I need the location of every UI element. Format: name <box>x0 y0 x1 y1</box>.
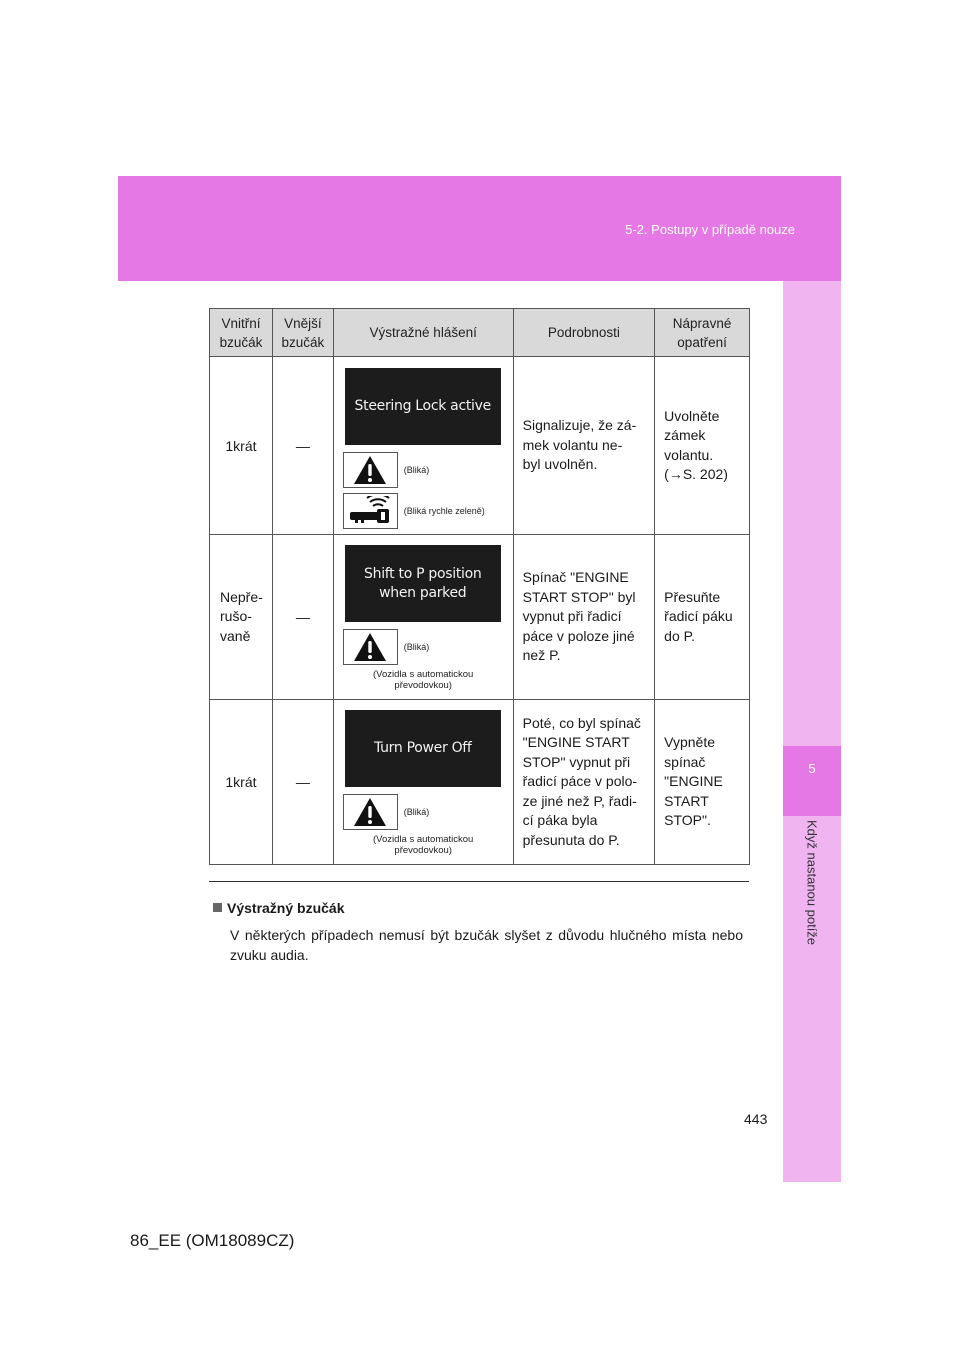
vehicle-note: (Vozidla s automatickou převodovkou) <box>373 834 474 856</box>
table-header-row <box>210 309 750 357</box>
action-cell: Uvolněte zámek volantu. (→S. 202) <box>655 357 750 535</box>
indicator-row <box>343 628 513 666</box>
warning-message-cell <box>333 535 513 700</box>
indicator-row <box>343 451 513 489</box>
warning-table <box>209 308 750 865</box>
outer-buzzer-cell: — <box>272 535 333 700</box>
chapter-tab[interactable] <box>783 746 841 816</box>
header-inner-buzzer: Vnitřní bzučák <box>210 309 273 357</box>
section-title-text: Výstražný bzučák <box>227 900 345 916</box>
display-message: Shift to P position when parked <box>345 545 501 622</box>
chapter-label-text: Když nastanou potíže <box>804 820 820 946</box>
inner-buzzer-cell: 1krát <box>210 357 273 535</box>
section-divider <box>209 881 749 882</box>
inner-buzzer-cell: 1krát <box>210 700 273 865</box>
section-header: 5-2. Postupy v případě nouze <box>625 222 795 237</box>
inner-buzzer-cell: Nepře- rušo- vaně <box>210 535 273 700</box>
header-details: Podrobnosti <box>513 309 655 357</box>
smart-key-icon <box>343 493 398 529</box>
outer-buzzer-cell: — <box>272 357 333 535</box>
warning-triangle-icon <box>343 794 398 830</box>
warning-triangle-icon <box>343 452 398 488</box>
header-action: Nápravné opatření <box>655 309 750 357</box>
section-body: V některých případech nemusí být bzučák slyšet z důvodu hlučného místa nebo zvuku audia. <box>230 927 743 963</box>
document-code: 86_EE (OM18089CZ) <box>130 1231 295 1250</box>
chapter-label <box>790 820 834 970</box>
indicator-row <box>343 793 513 831</box>
vehicle-note: (Vozidla s automatickou převodovkou) <box>373 669 474 691</box>
header-warning-message: Výstražné hlášení <box>333 309 513 357</box>
details-cell: Spínač "ENGINE START STOP" byl vypnut při řadicí páce v poloze jiné než P. <box>513 535 655 700</box>
warning-triangle-icon <box>343 629 398 665</box>
indicator-note: (Bliká) <box>403 807 430 817</box>
indicator-row <box>343 492 513 530</box>
chapter-number: 5 <box>808 761 816 776</box>
warning-message-cell <box>333 357 513 535</box>
bullet-square-icon <box>213 903 222 912</box>
table-row <box>210 535 750 700</box>
header-band <box>118 176 841 281</box>
table-row <box>210 700 750 865</box>
details-cell: Poté, co byl spínač "ENGINE START STOP" vypnut při řadicí páce v polo- ze jiné než P, řadi- cí páka byla přesunuta do P. <box>513 700 655 865</box>
outer-buzzer-cell: — <box>272 700 333 865</box>
display-message: Steering Lock active <box>345 368 501 445</box>
indicator-note: (Bliká) <box>403 465 430 475</box>
side-strip-upper <box>783 281 841 746</box>
table-row <box>210 357 750 535</box>
page-number: 443 <box>744 1111 768 1127</box>
indicator-note: (Bliká) <box>403 642 430 652</box>
action-cell: Vypněte spínač "ENGINE START STOP". <box>655 700 750 865</box>
warning-message-cell <box>333 700 513 865</box>
header-outer-buzzer: Vnější bzučák <box>272 309 333 357</box>
action-cell: Přesuňte řadicí páku do P. <box>655 535 750 700</box>
indicator-note: (Bliká rychle zeleně) <box>403 506 485 516</box>
section-title <box>213 900 345 916</box>
details-cell: Signalizuje, že zá- mek volantu ne- byl uvolněn. <box>513 357 655 535</box>
display-message: Turn Power Off <box>345 710 501 787</box>
